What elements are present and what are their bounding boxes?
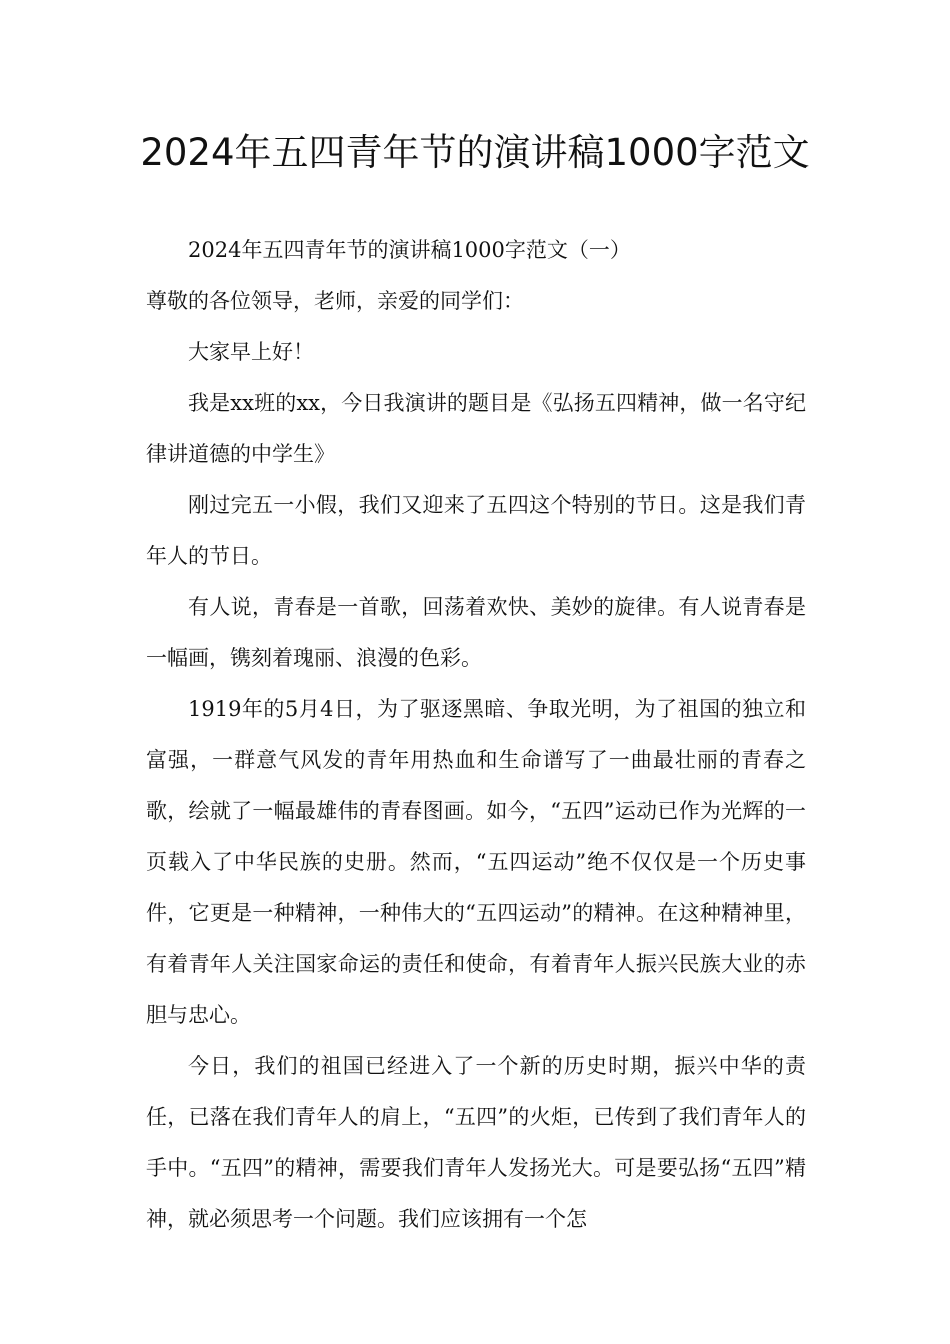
paragraph: 有人说，青春是一首歌，回荡着欢快、美妙的旋律。有人说青春是一幅画，镌刻着瑰丽、浪漫的色彩。 [146, 595, 806, 670]
greeting: 大家早上好！ [188, 340, 314, 364]
document-title: 2024年五四青年节的演讲稿1000字范文 [140, 131, 810, 174]
paragraph: 1919年的5月4日，为了驱逐黑暗、争取光明，为了祖国的独立和富强，一群意气风发的青年用热血和生命谱写了一曲最壮丽的青春之歌，绘就了一幅最雄伟的青春图画。如今，“五四”运动已作为光辉的一页载入了中华民族的史册。然而，“五四运动”绝不仅仅是一个历史事件，它更是一种精神，一种伟大的“五四运动”的精神。在这种精神里，有着青年人关注国家命运的责任和使命，有着青年人振兴民族大业的赤胆与忠心。 [146, 697, 806, 1027]
section-heading: 2024年五四青年节的演讲稿1000字范文（一） [188, 238, 631, 262]
paragraph: 我是xx班的xx，今日我演讲的题目是《弘扬五四精神，做一名守纪律讲道德的中学生》 [146, 391, 806, 466]
salutation: 尊敬的各位领导，老师，亲爱的同学们： [146, 289, 524, 313]
document-body [146, 225, 806, 1245]
paragraph: 今日，我们的祖国已经进入了一个新的历史时期，振兴中华的责任，已落在我们青年人的肩上，“五四”的火炬，已传到了我们青年人的手中。“五四”的精神，需要我们青年人发扬光大。可是要弘扬“五四”精神，就必须思考一个问题。我们应该拥有一个怎 [146, 1054, 806, 1231]
paragraph: 刚过完五一小假，我们又迎来了五四这个特别的节日。这是我们青年人的节日。 [146, 493, 806, 568]
